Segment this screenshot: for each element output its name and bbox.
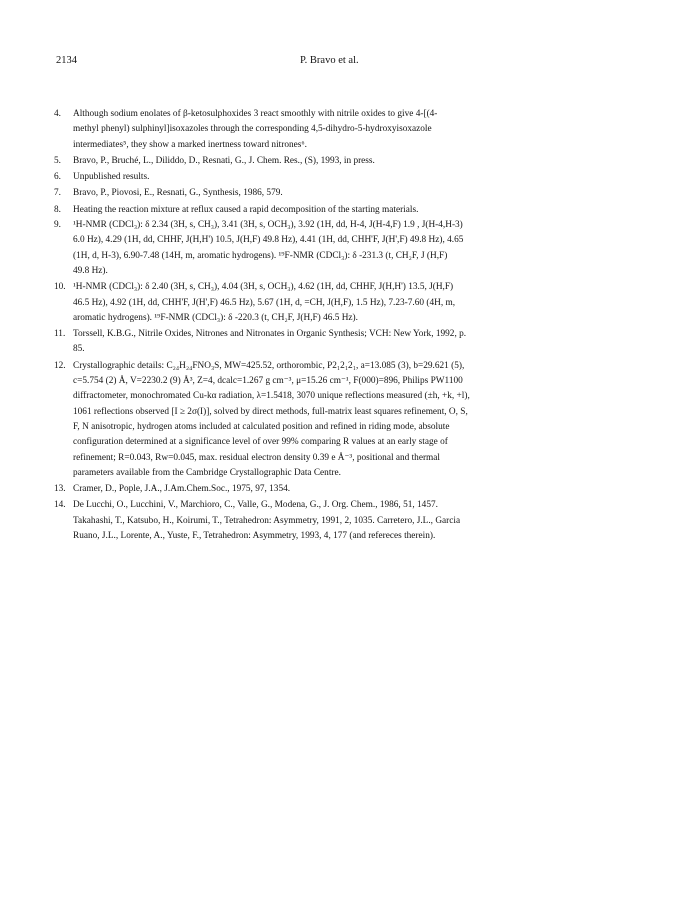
- reference-number: 8.: [54, 204, 61, 215]
- reference-item: [54, 154, 629, 169]
- reference-item: [54, 186, 629, 201]
- reference-item: [54, 498, 629, 544]
- reference-line: refinement; R=0.043, Rw=0.045, max. residual electron density 0.39 e Å⁻³, positional and thermal: [73, 452, 440, 463]
- reference-line: methyl phenyl) sulphinyl]isoxazoles through the corresponding 4,5-dihydro-5-hydroxyisoxazole: [73, 124, 432, 135]
- reference-line: Bravo, P., Bruché, L., Diliddo, D., Resnati, G., J. Chem. Res., (S), 1993, in press.: [73, 155, 375, 166]
- reference-number: 12.: [54, 360, 66, 371]
- reference-line: parameters available from the Cambridge Crystallographic Data Centre.: [73, 467, 341, 478]
- reference-item: [54, 107, 629, 153]
- running-head-authors: P. Bravo et al.: [300, 55, 359, 66]
- reference-item: [54, 359, 629, 481]
- reference-line: 1061 reflections observed [I ≥ 2σ(I)], solved by direct methods, full-matrix least squares refinement, O, S,: [73, 406, 468, 417]
- reference-item: [54, 327, 629, 358]
- reference-number: 5.: [54, 155, 61, 166]
- reference-line: Bravo, P., Piovosi, E., Resnati, G., Synthesis, 1986, 579.: [73, 188, 283, 199]
- reference-line: Ruano, J.L., Lorente, A., Yuste, F., Tetrahedron: Asymmetry, 1993, 4, 177 (and refereces therein).: [73, 531, 436, 542]
- reference-number: 6.: [54, 172, 61, 183]
- reference-line: Crystallographic details: C₂₄H₂₄FNO₃S, MW=425.52, orthorombic, P2₁2₁2₁, a=13.085 (3), b=29.621 (5),: [73, 360, 465, 371]
- reference-number: 4.: [54, 109, 61, 119]
- reference-list: [54, 107, 629, 544]
- reference-line: diffractometer, monochromated Cu-kα radiation, λ=1.5418, 3070 unique reflections measured (±h, +k, +l),: [73, 391, 470, 402]
- reference-item: [54, 280, 629, 326]
- reference-line: 49.8 Hz).: [73, 265, 108, 276]
- reference-line: configuration determined at a significance level of over 99% comparing R values at an early stage of: [73, 437, 448, 448]
- reference-line: c=5.754 (2) Å, V=2230.2 (9) Å³, Z=4, dcalc=1.267 g cm⁻³, μ=15.26 cm⁻¹, F(000)=896, Philips PW1100: [73, 376, 463, 387]
- reference-line: De Lucchi, O., Lucchini, V., Marchioro, C., Valle, G., Modena, G., J. Org. Chem., 1986, 51, 1457.: [73, 500, 438, 511]
- reference-number: 10.: [54, 282, 66, 293]
- reference-line: aromatic hydrogens). ¹⁹F-NMR (CDCl₃): δ -220.3 (t, CH₂F, J(H,F) 46.5 Hz).: [73, 312, 358, 323]
- page-number: 2134: [56, 55, 77, 66]
- reference-item: [54, 170, 629, 185]
- reference-number: 14.: [54, 500, 66, 511]
- reference-item: [54, 203, 629, 218]
- reference-number: 11.: [54, 329, 66, 340]
- reference-line: 6.0 Hz), 4.29 (1H, dd, CHHF, J(H,H') 10.5, J(H,F) 49.8 Hz), 4.41 (1H, dd, CHH'F, J(H',F) 49.8 Hz), 4.65: [73, 235, 464, 246]
- reference-line: Unpublished results.: [73, 172, 150, 183]
- reference-line: Takahashi, T., Katsubo, H., Koirumi, T., Tetrahedron: Asymmetry, 1991, 2, 1035. Carretero, J.L., Garcia: [73, 515, 461, 526]
- reference-line: intermediates⁵, they show a marked inertness toward nitrones⁶.: [73, 139, 307, 150]
- reference-number: 13.: [54, 484, 66, 495]
- reference-item: [54, 482, 629, 497]
- reference-number: 7.: [54, 188, 61, 199]
- reference-line: Although sodium enolates of β-ketosulphoxides 3 react smoothly with nitrile oxides to give 4-[(4-: [73, 109, 438, 119]
- reference-line: ¹H-NMR (CDCl₃): δ 2.40 (3H, s, CH₃), 4.04 (3H, s, OCH₃), 4.62 (1H, dd, CHHF, J(H,H') 13.5, J(H,F): [73, 282, 454, 293]
- reference-line: ¹H-NMR (CDCl₃): δ 2.34 (3H, s, CH₃), 3.41 (3H, s, OCH₃), 3.92 (1H, dd, H-4, J(H-4,F) 1.9 , J(H-4,H-3): [73, 220, 463, 231]
- reference-line: Heating the reaction mixture at reflux caused a rapid decomposition of the starting materials.: [73, 204, 419, 215]
- reference-line: 85.: [73, 344, 85, 355]
- reference-line: Torssell, K.B.G., Nitrile Oxides, Nitrones and Nitronates in Organic Synthesis; VCH: New York, 1992, p.: [73, 329, 467, 340]
- reference-item: [54, 218, 629, 279]
- reference-line: (1H, d, H-3), 6.90-7.48 (14H, m, aromatic hydrogens). ¹⁹F-NMR (CDCl₃): δ -231.3 (t, CH₂F, J (H,F): [73, 250, 448, 261]
- reference-number: 9.: [54, 220, 61, 231]
- reference-line: 46.5 Hz), 4.92 (1H, dd, CHH'F, J(H',F) 46.5 Hz), 5.67 (1H, d, =CH, J(H,F), 1.5 Hz), 7.23-7.60 (4H, m,: [73, 297, 456, 308]
- reference-line: Cramer, D., Pople, J.A., J.Am.Chem.Soc., 1975, 97, 1354.: [73, 484, 291, 495]
- reference-line: F, N anisotropic, hydrogen atoms included at calculated position and refined in riding mode, absolute: [73, 421, 450, 432]
